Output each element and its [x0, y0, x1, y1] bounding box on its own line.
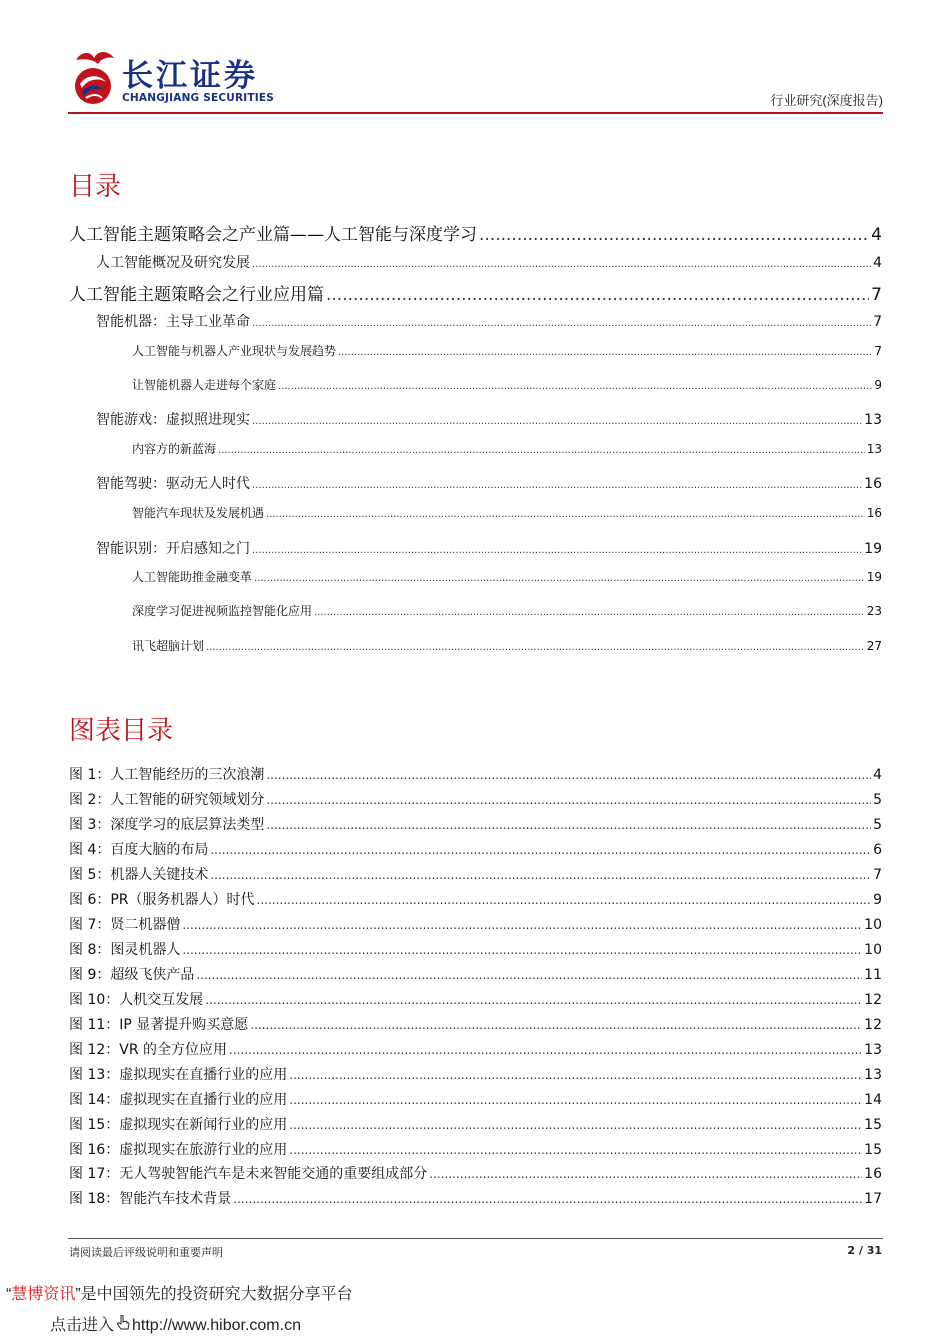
footer-divider	[68, 1238, 883, 1239]
figure-entry-page: 17	[864, 1191, 882, 1207]
toc-entry-page: 27	[866, 639, 882, 653]
toc-entry-text: 人工智能概况及研究发展	[96, 255, 250, 271]
toc-entry[interactable]	[132, 440, 882, 457]
figure-entry-text: 图 3：深度学习的底层算法类型	[69, 817, 265, 833]
toc-entry-page: 7	[871, 285, 882, 305]
toc-entry-text: 智能识别：开启感知之门	[96, 541, 250, 557]
figure-entry[interactable]	[69, 839, 882, 859]
figure-entry-page: 14	[864, 1092, 882, 1108]
figure-entry[interactable]	[69, 1114, 882, 1134]
figure-entry[interactable]	[69, 814, 882, 834]
figure-entry-text: 图 1：人工智能经历的三次浪潮	[69, 767, 265, 783]
ad-url-link[interactable]: http://www.hibor.com.cn	[132, 1317, 301, 1334]
figure-entry[interactable]	[69, 864, 882, 884]
ad-tagline	[6, 1281, 353, 1304]
figure-entry-text: 图 2：人工智能的研究领域划分	[69, 792, 265, 808]
figure-entry-text: 图 11：IP 显著提升购买意愿	[69, 1017, 249, 1033]
figure-entry-text: 图 17：无人驾驶智能汽车是未来智能交通的重要组成部分	[69, 1166, 428, 1182]
toc-entry-page: 13	[864, 412, 882, 428]
figure-entry-page: 11	[864, 967, 882, 983]
figure-entry-page: 6	[873, 842, 882, 858]
figure-entry-page: 12	[864, 992, 882, 1008]
figure-entry-page: 5	[873, 792, 882, 808]
figure-entry-page: 4	[873, 767, 882, 783]
toc-entry[interactable]	[96, 252, 882, 272]
page-number: 2 / 31	[847, 1244, 882, 1257]
header-divider	[68, 112, 883, 114]
figure-entry-text: 图 5：机器人关键技术	[69, 867, 209, 883]
ad-enter-text[interactable]: 点击进入	[50, 1317, 115, 1334]
toc-entry-page: 19	[866, 570, 882, 584]
toc-entry-page: 9	[874, 378, 882, 392]
figure-entry[interactable]	[69, 789, 882, 809]
toc-entry-text: 智能汽车现状及发展机遇	[132, 506, 265, 520]
figure-entry-page: 5	[873, 817, 882, 833]
toc-entry-text: 人工智能与机器人产业现状与发展趋势	[132, 344, 337, 358]
figures-title: 图表目录	[69, 716, 174, 746]
toc-entry-text: 人工智能助推金融变革	[132, 570, 253, 584]
figure-entry-page: 7	[873, 867, 882, 883]
figure-entry-page: 10	[864, 942, 882, 958]
figure-entry[interactable]	[69, 964, 882, 984]
toc-entry[interactable]	[96, 473, 882, 493]
figure-entry-page: 15	[864, 1142, 882, 1158]
figure-entry-text: 图 4：百度大脑的布局	[69, 842, 209, 858]
toc-entry-page: 7	[873, 314, 882, 330]
toc-entry-page: 16	[864, 476, 882, 492]
figure-entry-text: 图 7：贤二机器僧	[69, 917, 181, 933]
logo-chinese-name: 长江证券	[122, 58, 258, 94]
page-header	[68, 44, 883, 114]
toc-entry-text: 智能驾驶：驱动无人时代	[96, 476, 250, 492]
toc-entry[interactable]	[96, 538, 882, 558]
figure-entry[interactable]	[69, 989, 882, 1009]
toc-entry-text: 讯飞超脑计划	[132, 639, 205, 653]
disclaimer-note: 请阅读最后评级说明和重要声明	[69, 1246, 223, 1259]
toc-entry-text: 让智能机器人走进每个家庭	[132, 378, 277, 392]
figure-entry[interactable]	[69, 1064, 882, 1084]
figure-entry-page: 13	[864, 1042, 882, 1058]
figure-entry-text: 图 15：虚拟现实在新闻行业的应用	[69, 1117, 288, 1133]
figure-entry-text: 图 13：虚拟现实在直播行业的应用	[69, 1067, 288, 1083]
toc-entry[interactable]	[132, 376, 882, 393]
figure-entry[interactable]	[69, 1188, 882, 1208]
figure-entry-page: 9	[873, 892, 882, 908]
pointing-hand-icon	[115, 1315, 131, 1333]
ad-tagline-text: 是中国领先的投资研究大数据分享平台	[80, 1286, 353, 1303]
ad-link-line[interactable]	[50, 1312, 301, 1335]
toc-entry[interactable]	[69, 280, 882, 305]
figure-entry[interactable]	[69, 914, 882, 934]
toc-entry-page: 19	[864, 541, 882, 557]
figure-entry-page: 12	[864, 1017, 882, 1033]
toc-entry-page: 4	[871, 225, 882, 245]
figure-entry-text: 图 9：超级飞侠产品	[69, 967, 195, 983]
toc-entry[interactable]	[96, 311, 882, 331]
toc-entry-page: 7	[874, 344, 882, 358]
toc-entry[interactable]	[132, 568, 882, 585]
toc-entry-page: 23	[866, 604, 882, 618]
toc-entry[interactable]	[69, 220, 882, 245]
figure-entry[interactable]	[69, 1163, 882, 1183]
toc-entry-page: 16	[866, 506, 882, 520]
figure-entry-page: 10	[864, 917, 882, 933]
figure-entry-page: 16	[864, 1166, 882, 1182]
figure-entry[interactable]	[69, 1089, 882, 1109]
report-type-label: 行业研究(深度报告)	[770, 93, 883, 108]
figure-entry[interactable]	[69, 939, 882, 959]
figure-entry-text: 图 16：虚拟现实在旅游行业的应用	[69, 1142, 288, 1158]
toc-entry-text: 人工智能主题策略会之行业应用篇	[69, 285, 324, 305]
figure-entry[interactable]	[69, 1139, 882, 1159]
logo-english-name: CHANGJIANG SECURITIES	[122, 92, 274, 104]
figure-entry[interactable]	[69, 1014, 882, 1034]
figure-entry[interactable]	[69, 889, 882, 909]
figure-entry-text: 图 14：虚拟现实在直播行业的应用	[69, 1092, 288, 1108]
toc-entry[interactable]	[132, 342, 882, 359]
toc-entry-text: 智能游戏：虚拟照进现实	[96, 412, 250, 428]
toc-entry-page: 13	[866, 442, 882, 456]
figure-entry-page: 15	[864, 1117, 882, 1133]
figure-entry-text: 图 12：VR 的全方位应用	[69, 1042, 228, 1058]
changjiang-emblem-icon	[68, 48, 118, 106]
figure-entry-text: 图 6：PR（服务机器人）时代	[69, 892, 255, 908]
figure-entry[interactable]	[69, 764, 882, 784]
ad-brand-name[interactable]: 慧博资讯	[11, 1286, 76, 1303]
figure-entry-text: 图 18：智能汽车技术背景	[69, 1191, 232, 1207]
ad-quote-open: “	[6, 1286, 12, 1303]
toc-entry-text: 内容方的新蓝海	[132, 442, 217, 456]
figure-entry-page: 13	[864, 1067, 882, 1083]
figure-entry-text: 图 10：人机交互发展	[69, 992, 204, 1008]
toc-entry[interactable]	[132, 504, 882, 521]
toc-entry-text: 智能机器：主导工业革命	[96, 314, 250, 330]
ad-quote-close: ”	[75, 1286, 81, 1303]
figure-entry-text: 图 8：图灵机器人	[69, 942, 181, 958]
toc-entry[interactable]	[132, 602, 882, 619]
figure-entry[interactable]	[69, 1039, 882, 1059]
toc-title: 目录	[69, 172, 122, 202]
toc-entry[interactable]	[132, 637, 882, 654]
toc-entry-text: 深度学习促进视频监控智能化应用	[132, 604, 313, 618]
toc-entry-page: 4	[873, 255, 882, 271]
toc-entry-text: 人工智能主题策略会之产业篇——人工智能与深度学习	[69, 225, 477, 245]
toc-entry[interactable]	[96, 409, 882, 429]
